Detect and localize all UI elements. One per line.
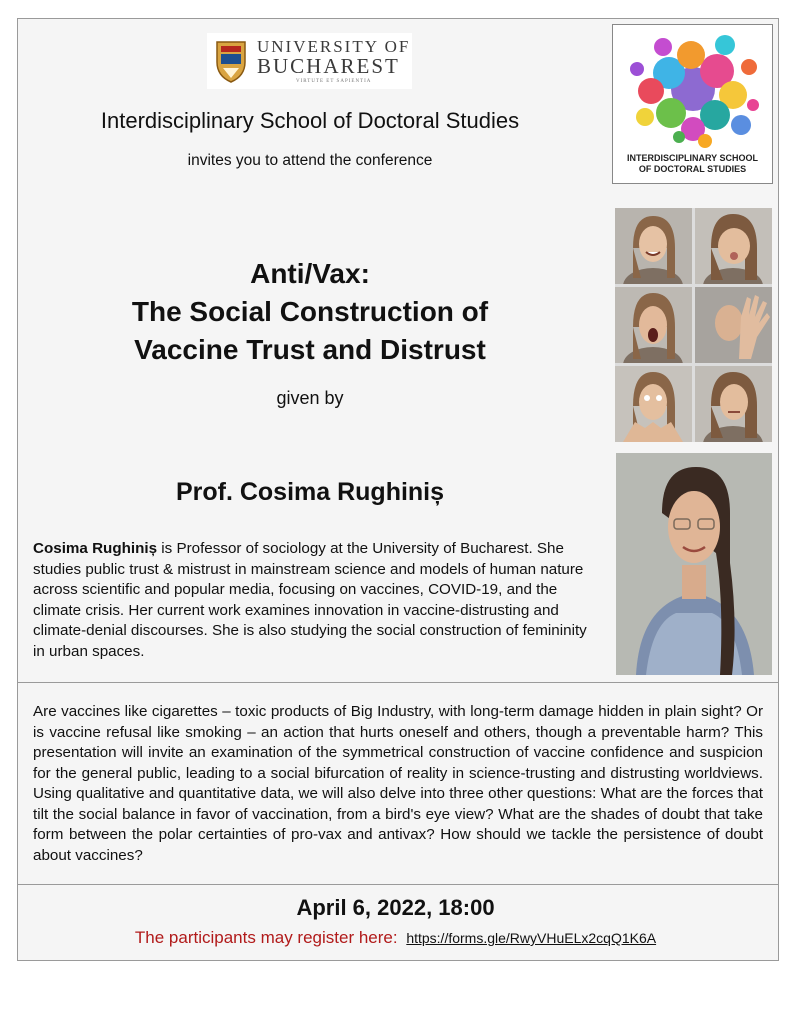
bio-name: Cosima Rughiniș — [33, 540, 158, 557]
speaker-name: Prof. Cosima Rughiniș — [175, 478, 445, 506]
face-photo-screaming — [615, 287, 692, 363]
section-divider — [17, 682, 779, 683]
colorful-circles-icon — [621, 29, 766, 153]
face-photo-smiling — [615, 208, 692, 284]
registration-line — [0, 928, 791, 948]
face-photo-puffed — [695, 208, 772, 284]
university-logo-motto: VIRTUTE ET SAPIENTIA — [295, 79, 372, 84]
university-logo-line2: BUCHAREST — [257, 54, 400, 78]
abstract-text: Are vaccines like cigarettes – toxic products of Big Industry, with long-term damage hidden in plain sight? Or is vaccine refusal like smoking – an action that hurts oneself and others, though a preventable harm? This presentation will invite an examination of the symmetrical construction of vaccine confidence and suspicion for the general public, leading to a social bifurcation of reality in science-trusting and distrusting worldviews. Using qualitative and quantitative data, we will also delve into three other questions: What are the forces that tilt the social balance in favor of vaccination, from a bird's eye view? What are the shades of doubt that take form between the polar certainties of pro-vax and antivax? How should we tackle the persistence of doubt about vaccines? — [33, 703, 763, 864]
bio-text: is Professor of sociology at the University of Bucharest. She studies public trust & mistrust in mainstream science and models of human nature across scientific and popular media, focusing on vaccines, COVID-19, and the climate crisis. Her current work examines innovation in vaccine-distrusting and climate-denial discourses. She is also studying the social construction of femininity in urban spaces. — [33, 540, 587, 660]
given-by-text: given by — [276, 388, 344, 408]
speaker-portrait — [616, 453, 772, 675]
conference-title — [60, 255, 560, 369]
face-photo-blocking — [695, 287, 772, 363]
invite-text: invites you to attend the conference — [187, 152, 433, 169]
title-line2: The Social Construction of — [131, 296, 489, 327]
expression-photo-grid — [615, 208, 772, 442]
title-line1: Anti/Vax: — [250, 258, 370, 289]
doctoral-school-caption-line2: OF DOCTORAL STUDIES — [638, 163, 747, 174]
register-link[interactable]: https://forms.gle/RwyVHuELx2cqQ1K6A — [406, 930, 657, 946]
section-divider-bottom — [17, 884, 779, 885]
event-datetime: April 6, 2022, 18:00 — [296, 895, 495, 920]
face-photo-scared — [615, 366, 692, 442]
title-line3: Vaccine Trust and Distrust — [134, 334, 486, 365]
university-logo-line1: UNIVERSITY OF — [257, 37, 411, 56]
school-name: Interdisciplinary School of Doctoral Studies — [100, 108, 520, 133]
crest-icon — [213, 38, 249, 84]
university-logo — [207, 33, 412, 89]
face-photo-doubtful — [695, 366, 772, 442]
doctoral-school-caption-line1: INTERDISCIPLINARY SCHOOL — [626, 153, 758, 163]
speaker-bio — [33, 539, 593, 662]
doctoral-school-logo — [612, 24, 773, 184]
register-label: The participants may register here: — [134, 928, 398, 947]
